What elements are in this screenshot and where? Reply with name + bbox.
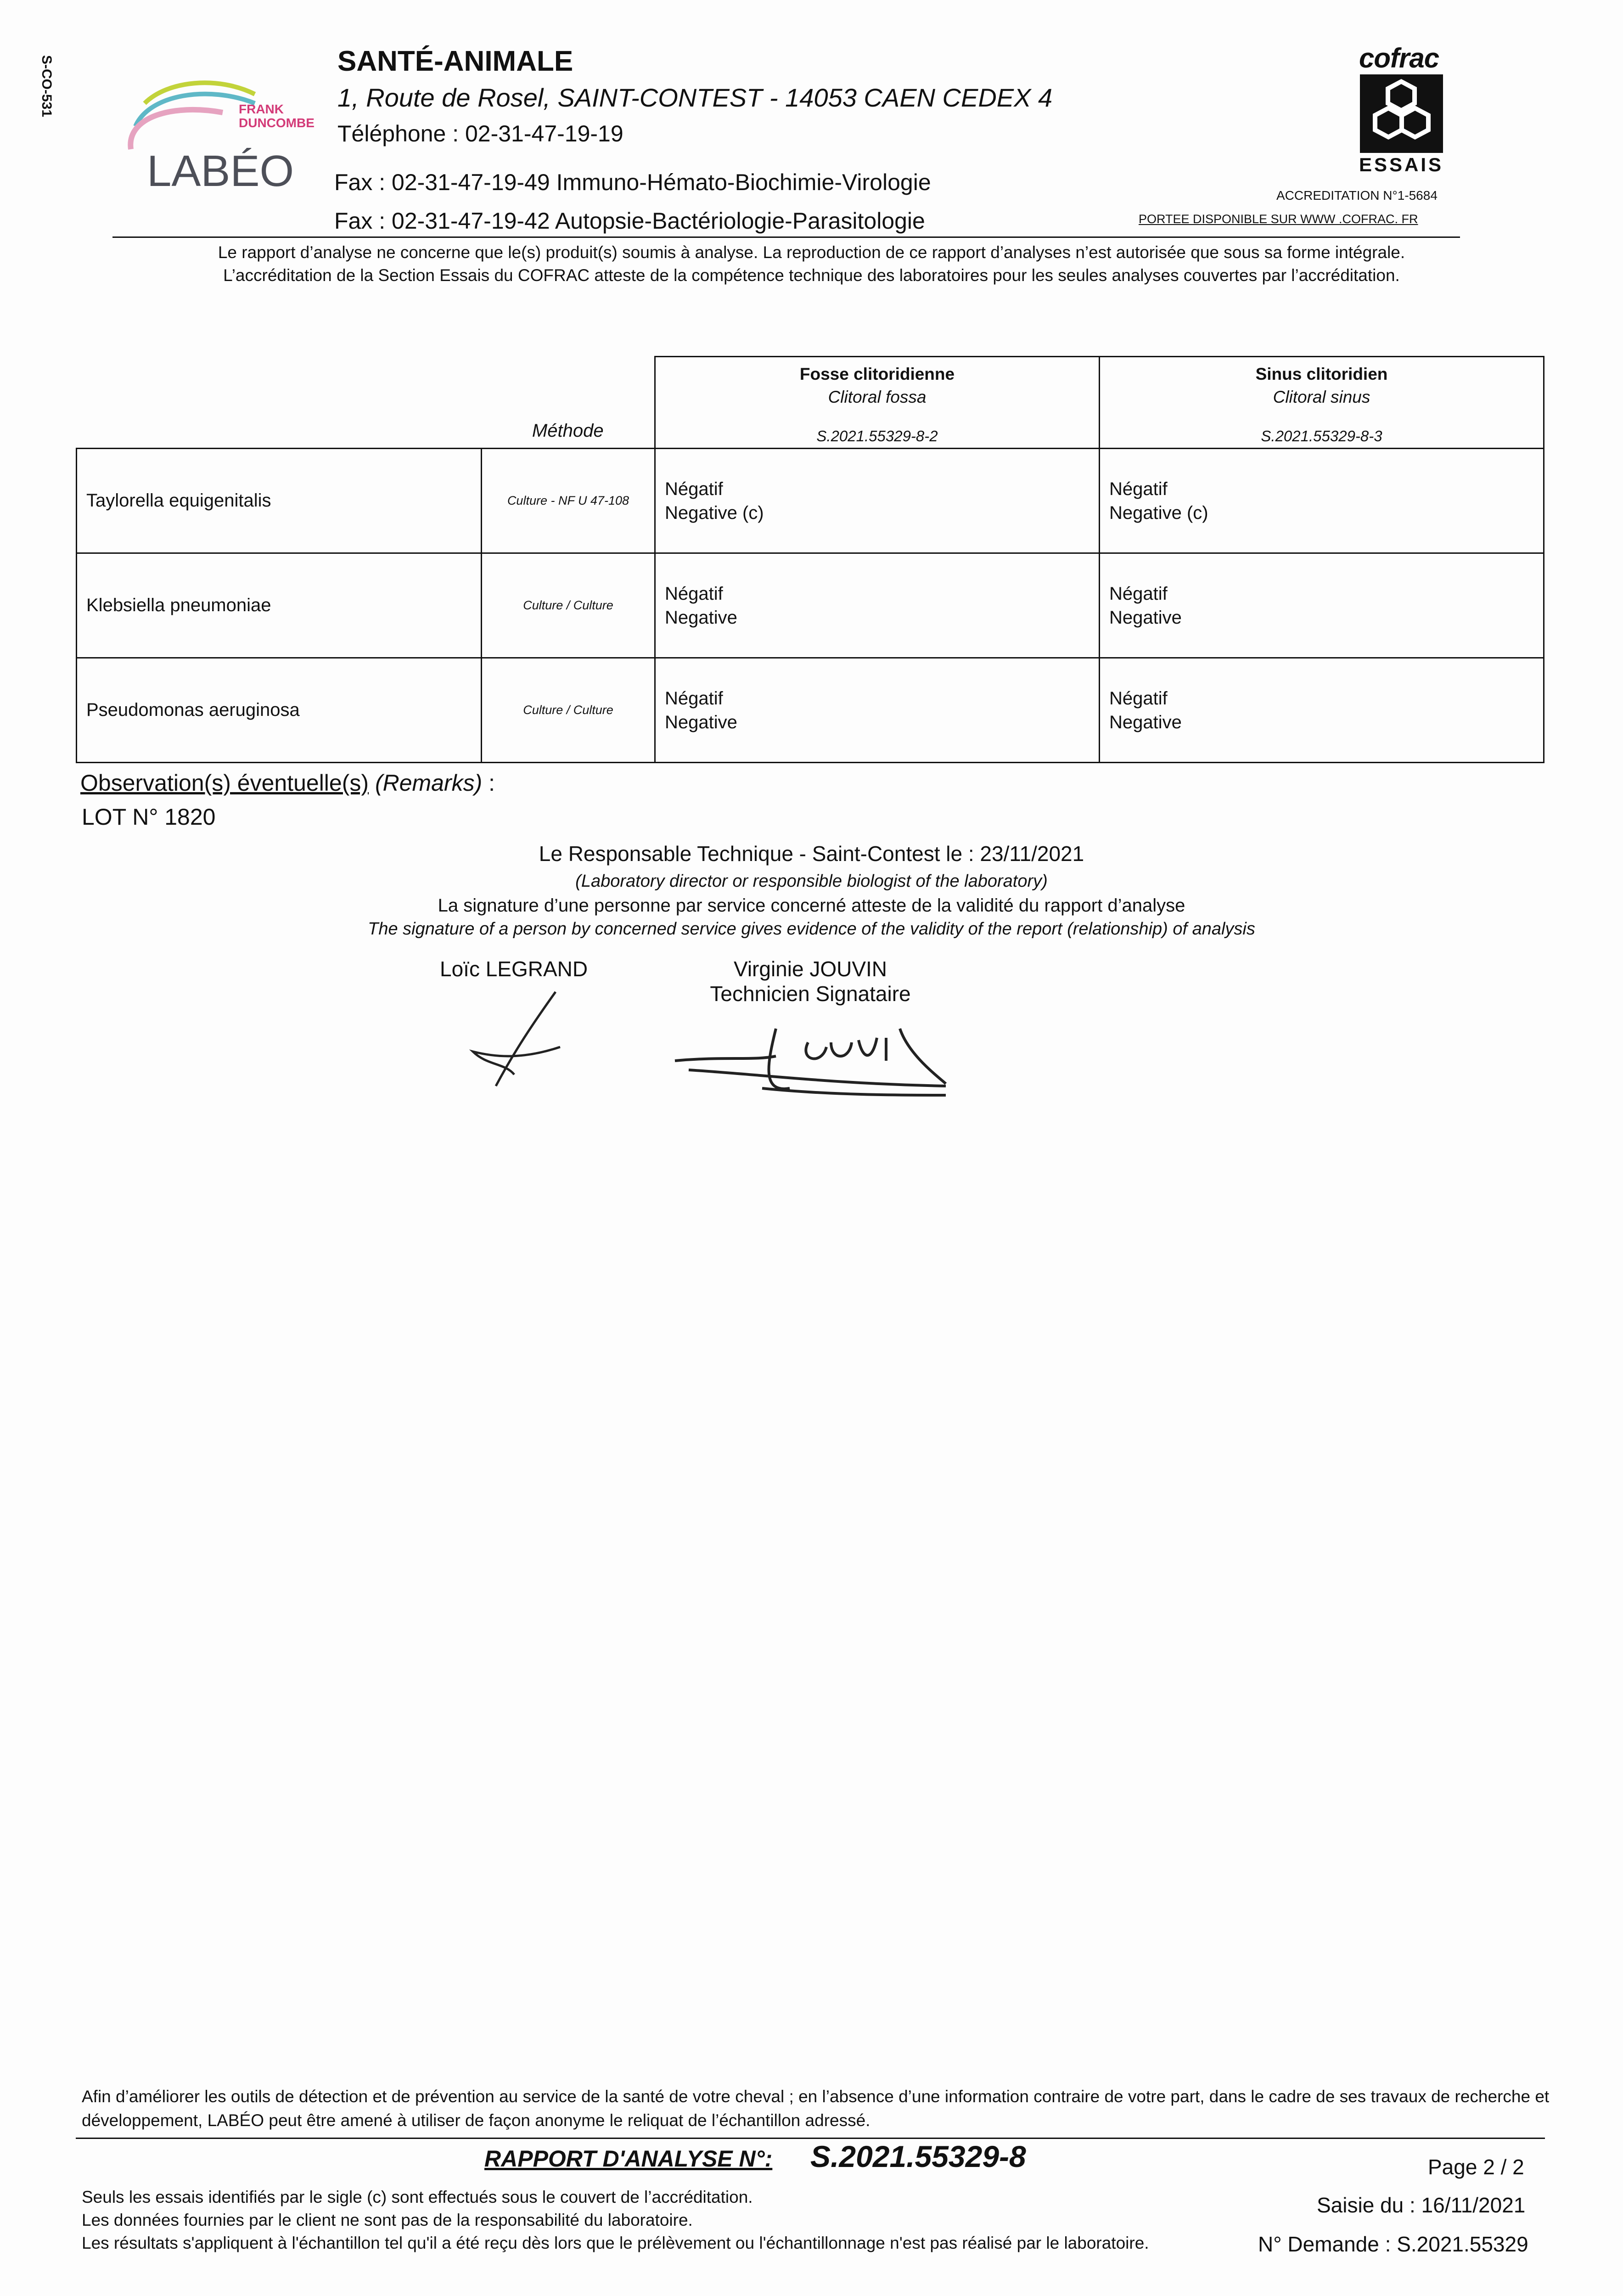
- disclaimer-line-2: L’accréditation de la Section Essais du COFRAC atteste de la compétence technique des laboratoires pour les seules analyses couvertes par l’accréditation.: [223, 266, 1400, 285]
- disclaimer-line-1: Le rapport d’analyse ne concerne que le(s) produit(s) soumis à analyse. La reproduction de ce rapport d’analyses n’est autorisée que sous sa forme intégrale.: [218, 243, 1405, 262]
- signer-2-name: Virginie JOUVIN: [733, 957, 887, 981]
- observations-heading: [80, 770, 495, 796]
- result-en: Negative: [665, 712, 737, 732]
- column-header-1: [655, 357, 1100, 449]
- logo-brand-main: LABÉO: [147, 146, 294, 196]
- table-row: [77, 658, 1544, 763]
- report-number: S.2021.55329-8: [810, 2139, 1026, 2173]
- footer-legal-line-3: Les résultats s'appliquent à l'échantillon tel qu'il a été reçu dès lors que le prélèvement ou l'échantillonnage n'est pas réalisé par le laboratoire.: [82, 2234, 1149, 2252]
- page-indicator: Page 2 / 2: [1428, 2155, 1524, 2179]
- cofrac-essais-label: ESSAIS: [1359, 154, 1444, 175]
- result-fr: Négatif: [665, 478, 723, 499]
- cofrac-wordmark: cofrac: [1359, 43, 1439, 73]
- result-cell: [655, 553, 1100, 658]
- table-row: [77, 553, 1544, 658]
- result-en: Negative: [665, 607, 737, 628]
- signature-jouvin: [670, 1010, 955, 1102]
- logo-brand-top: FRANK: [239, 102, 284, 116]
- signature-statement-en: The signature of a person by concerned service gives evidence of the validity of the report (relationship) of analysis: [368, 919, 1255, 939]
- document-code: S-CO-531: [39, 55, 54, 118]
- result-cell: [1100, 449, 1544, 553]
- observations-label: Observation(s) éventuelle(s): [80, 770, 369, 796]
- result-fr: Négatif: [1109, 478, 1168, 499]
- signer-2-title: Technicien Signataire: [710, 982, 911, 1006]
- header-rule: [112, 236, 1460, 238]
- result-fr: Négatif: [1109, 583, 1168, 604]
- footer-legal-line-2: Les données fournies par le client ne sont pas de la responsabilité du laboratoire.: [82, 2211, 693, 2229]
- report-label: RAPPORT D'ANALYSE N°:: [484, 2146, 773, 2172]
- entry-date: Saisie du : 16/11/2021: [1317, 2193, 1526, 2217]
- observations-colon: :: [482, 770, 495, 796]
- column-1-sample-id: S.2021.55329-8-2: [816, 428, 938, 445]
- column-2-sample-id: S.2021.55329-8-3: [1261, 428, 1382, 445]
- analyte-cell: Taylorella equigenitalis: [77, 449, 482, 553]
- footer-note: Afin d’améliorer les outils de détection et de prévention au service de la santé de votre cheval ; en l’absence d’une information contraire de votre part, dans le cadre de ses travaux de recherche et développement, LABÉO peut être amené à utiliser de façon anonyme le reliquat de l’échantillon adressé.: [82, 2087, 1550, 2130]
- result-cell: [1100, 553, 1544, 658]
- signer-2-block: [705, 957, 916, 1006]
- table-header-row: [77, 357, 1544, 449]
- column-1-title: Fosse clitoridienne: [799, 365, 955, 383]
- analyte-cell: Pseudomonas aeruginosa: [77, 658, 482, 763]
- fax-line-2: Fax : 02-31-47-19-42 Autopsie-Bactériologie-Parasitologie: [334, 208, 925, 234]
- table-row: [77, 449, 1544, 553]
- request-number: N° Demande : S.2021.55329: [1258, 2232, 1528, 2256]
- method-header: Méthode: [532, 421, 604, 441]
- footer-legal-line-1: Seuls les essais identifiés par le sigle (c) sont effectués sous le couvert de l’accréditation.: [82, 2188, 753, 2206]
- lab-address: 1, Route de Rosel, SAINT-CONTEST - 14053 CAEN CEDEX 4: [337, 83, 1053, 112]
- analyte-cell: Klebsiella pneumoniae: [77, 553, 482, 658]
- footer-legal: [82, 2186, 1149, 2255]
- result-fr: Négatif: [1109, 688, 1168, 709]
- cofrac-emblem-icon: [1359, 73, 1444, 154]
- result-en: Negative (c): [1109, 502, 1208, 523]
- column-header-2: [1100, 357, 1544, 449]
- responsible-technician-line: Le Responsable Technique - Saint-Contest le : 23/11/2021: [539, 842, 1084, 866]
- result-en: Negative (c): [665, 502, 764, 523]
- result-en: Negative: [1109, 712, 1182, 732]
- labeo-logo: [117, 76, 337, 200]
- accreditation-number: ACCREDITATION N°1-5684: [1276, 188, 1438, 203]
- portee-link: PORTEE DISPONIBLE SUR WWW .COFRAC. FR: [1139, 212, 1418, 226]
- observations-label-en: (Remarks): [375, 770, 483, 796]
- lab-telephone: Téléphone : 02-31-47-19-19: [337, 121, 623, 146]
- signature-legrand: [464, 983, 569, 1093]
- result-fr: Négatif: [665, 583, 723, 604]
- column-2-subtitle: Clitoral sinus: [1273, 388, 1370, 406]
- result-cell: [1100, 658, 1544, 763]
- result-en: Negative: [1109, 607, 1182, 628]
- method-cell: Culture - NF U 47-108: [482, 449, 655, 553]
- header-blank-cell: [77, 357, 482, 449]
- method-cell: Culture / Culture: [482, 658, 655, 763]
- results-table: [76, 356, 1544, 763]
- result-cell: [655, 449, 1100, 553]
- fax-line-1: Fax : 02-31-47-19-49 Immuno-Hémato-Biochimie-Virologie: [334, 169, 931, 195]
- result-cell: [655, 658, 1100, 763]
- signer-1-name: Loïc LEGRAND: [440, 957, 588, 981]
- column-1-subtitle: Clitoral fossa: [828, 388, 927, 406]
- lab-name: SANTÉ-ANIMALE: [337, 45, 573, 77]
- signature-statement-fr: La signature d’une personne par service concerné atteste de la validité du rapport d’analyse: [438, 895, 1185, 916]
- method-cell: Culture / Culture: [482, 553, 655, 658]
- column-2-title: Sinus clitoridien: [1255, 365, 1388, 383]
- laboratory-director-note: (Laboratory director or responsible biologist of the laboratory): [575, 872, 1048, 891]
- result-fr: Négatif: [665, 688, 723, 709]
- logo-brand-mid: DUNCOMBE: [239, 116, 314, 130]
- lot-number: LOT N° 1820: [82, 804, 216, 830]
